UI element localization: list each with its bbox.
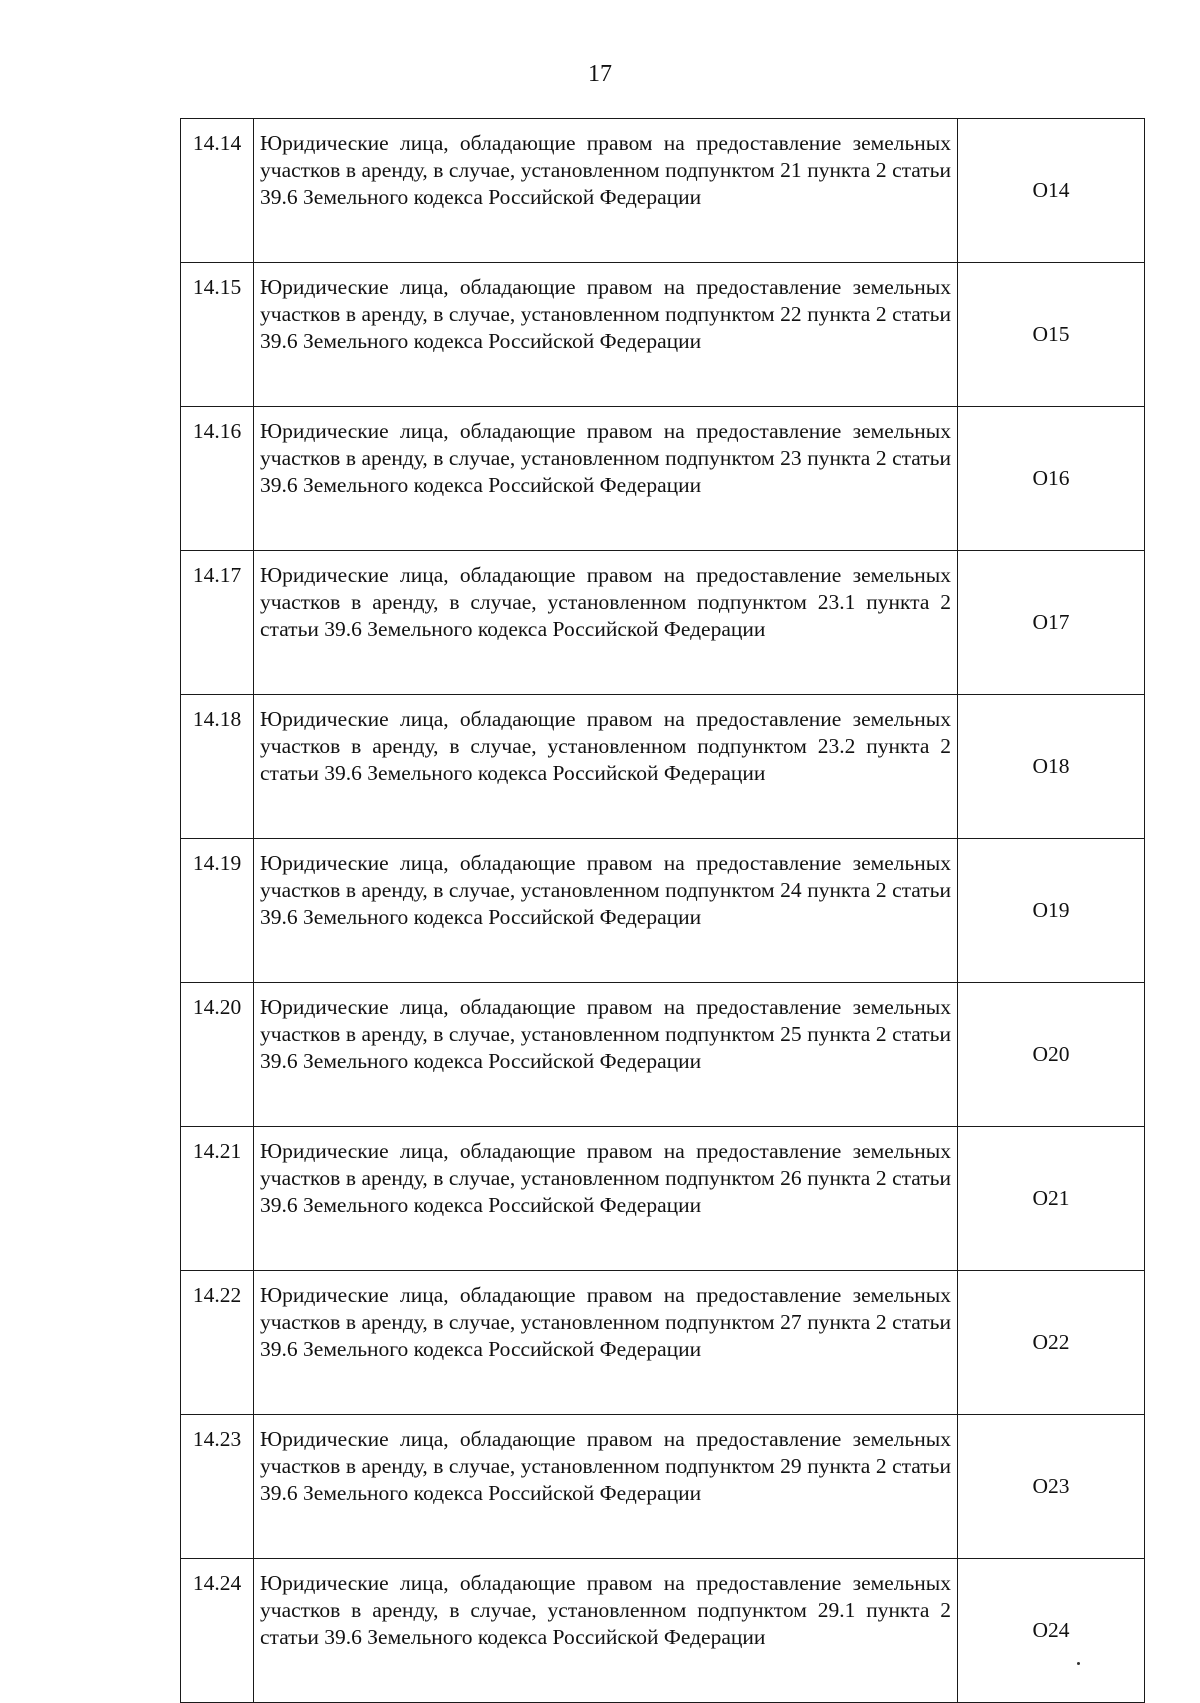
table-row	[181, 695, 1145, 839]
row-description: Юридические лица, обладающие правом на предоставление земельных участков в аренду, в случае, установленном подпунктом 27 пункта 2 статьи 39.6 Земельного кодекса Российской Федерации	[254, 1271, 958, 1415]
row-code: О15	[958, 263, 1145, 407]
table-row	[181, 1127, 1145, 1271]
table-row	[181, 119, 1145, 263]
table-row	[181, 263, 1145, 407]
table-row	[181, 1559, 1145, 1703]
row-number: 14.20	[181, 983, 254, 1127]
row-code: О17	[958, 551, 1145, 695]
page-number: 17	[588, 61, 612, 87]
table-body	[181, 119, 1145, 1703]
row-description: Юридические лица, обладающие правом на предоставление земельных участков в аренду, в случае, установленном подпунктом 25 пункта 2 статьи 39.6 Земельного кодекса Российской Федерации	[254, 983, 958, 1127]
row-code: О21	[958, 1127, 1145, 1271]
row-number: 14.17	[181, 551, 254, 695]
row-number: 14.22	[181, 1271, 254, 1415]
row-description: Юридические лица, обладающие правом на предоставление земельных участков в аренду, в случае, установленном подпунктом 22 пункта 2 статьи 39.6 Земельного кодекса Российской Федерации	[254, 263, 958, 407]
row-number: 14.15	[181, 263, 254, 407]
row-code: О22	[958, 1271, 1145, 1415]
row-description: Юридические лица, обладающие правом на предоставление земельных участков в аренду, в случае, установленном подпунктом 24 пункта 2 статьи 39.6 Земельного кодекса Российской Федерации	[254, 839, 958, 983]
row-description: Юридические лица, обладающие правом на предоставление земельных участков в аренду, в случае, установленном подпунктом 26 пункта 2 статьи 39.6 Земельного кодекса Российской Федерации	[254, 1127, 958, 1271]
row-description: Юридические лица, обладающие правом на предоставление земельных участков в аренду, в случае, установленном подпунктом 23.1 пункта 2 статьи 39.6 Земельного кодекса Российской Федерации	[254, 551, 958, 695]
row-number: 14.24	[181, 1559, 254, 1703]
row-description: Юридические лица, обладающие правом на предоставление земельных участков в аренду, в случае, установленном подпунктом 29 пункта 2 статьи 39.6 Земельного кодекса Российской Федерации	[254, 1415, 958, 1559]
row-description: Юридические лица, обладающие правом на предоставление земельных участков в аренду, в случае, установленном подпунктом 23 пункта 2 статьи 39.6 Земельного кодекса Российской Федерации	[254, 407, 958, 551]
row-code: О23	[958, 1415, 1145, 1559]
row-number: 14.21	[181, 1127, 254, 1271]
row-description: Юридические лица, обладающие правом на предоставление земельных участков в аренду, в случае, установленном подпунктом 21 пункта 2 статьи 39.6 Земельного кодекса Российской Федерации	[254, 119, 958, 263]
row-number: 14.23	[181, 1415, 254, 1559]
row-description: Юридические лица, обладающие правом на предоставление земельных участков в аренду, в случае, установленном подпунктом 29.1 пункта 2 статьи 39.6 Земельного кодекса Российской Федерации	[254, 1559, 958, 1703]
row-code: О24	[958, 1559, 1145, 1703]
table-row	[181, 407, 1145, 551]
row-code: О20	[958, 983, 1145, 1127]
scan-dot	[1077, 1662, 1080, 1665]
table-row	[181, 839, 1145, 983]
row-number: 14.18	[181, 695, 254, 839]
row-code: О14	[958, 119, 1145, 263]
table-row	[181, 1271, 1145, 1415]
row-number: 14.14	[181, 119, 254, 263]
row-code: О19	[958, 839, 1145, 983]
row-number: 14.16	[181, 407, 254, 551]
row-description: Юридические лица, обладающие правом на предоставление земельных участков в аренду, в случае, установленном подпунктом 23.2 пункта 2 статьи 39.6 Земельного кодекса Российской Федерации	[254, 695, 958, 839]
table-row	[181, 551, 1145, 695]
table-row	[181, 1415, 1145, 1559]
row-code: О18	[958, 695, 1145, 839]
table-row	[181, 983, 1145, 1127]
row-number: 14.19	[181, 839, 254, 983]
row-code: О16	[958, 407, 1145, 551]
category-table	[180, 118, 1145, 1703]
